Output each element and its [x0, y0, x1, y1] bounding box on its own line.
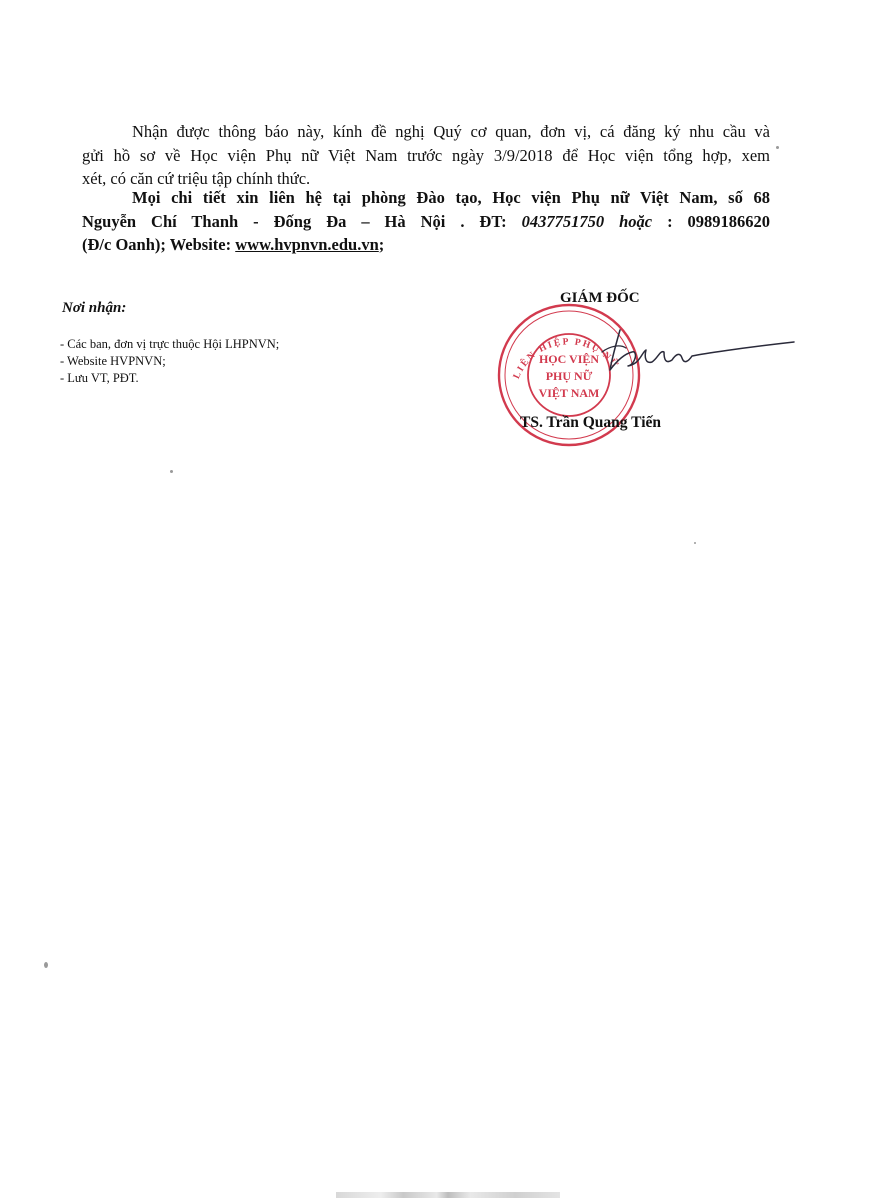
contact-person: (Đ/c Oanh); Website:: [82, 235, 232, 254]
signer-name: TS. Trần Quang Tiến: [520, 414, 661, 431]
list-item: - Lưu VT, PĐT.: [60, 371, 139, 385]
website-link[interactable]: www.hvpnvn.edu.vn: [235, 235, 379, 254]
recipients-title: Nơi nhận:: [62, 300, 127, 316]
handwritten-signature: [580, 322, 800, 382]
contact-line: [82, 210, 770, 234]
scan-speck: [44, 962, 48, 968]
scan-speck: [776, 146, 779, 149]
seal-line-2: PHỤ NỮ: [545, 369, 593, 383]
contact-line: Mọi chi tiết xin liên hệ tại phòng Đào tạo, Học viện Phụ nữ Việt Nam, số 68: [132, 188, 770, 207]
paragraph-registration: [82, 120, 770, 191]
paragraph-line: xét, có căn cứ triệu tập chính thức.: [82, 169, 311, 188]
scan-speck: [694, 542, 696, 544]
seal-line-3: VIỆT NAM: [538, 386, 600, 400]
contact-line: [82, 233, 770, 257]
contact-phone-alt: : 0989186620: [667, 211, 771, 231]
list-item: - Các ban, đơn vị trực thuộc Hội LHPNVN;: [60, 337, 280, 351]
seal-ring-path: LIÊN HIỆP PHỤ NỮ: [511, 337, 621, 381]
list-item: - Website HVPNVN;: [60, 354, 166, 368]
scan-speck: [170, 470, 173, 473]
paragraph-line: Nhận được thông báo này, kính đề nghị Quý cơ quan, đơn vị, cá đăng ký nhu cầu và: [132, 122, 770, 141]
paragraph-line: gửi hồ sơ về Học viện Phụ nữ Việt Nam trước ngày 3/9/2018 để Học viện tổng hợp, xem: [82, 145, 770, 165]
contact-end: ;: [378, 235, 385, 254]
director-title: GIÁM ĐỐC: [560, 290, 640, 306]
contact-phone: 0437751750 hoặc: [521, 211, 653, 231]
contact-address: Nguyễn Chí Thanh - Đống Đa – Hà Nội . ĐT:: [82, 211, 507, 231]
paragraph-contact: [82, 186, 770, 257]
seal-line-1: HỌC VIỆN: [538, 352, 600, 366]
recipients-list: [60, 336, 279, 387]
scan-edge-bar: [336, 1192, 560, 1198]
